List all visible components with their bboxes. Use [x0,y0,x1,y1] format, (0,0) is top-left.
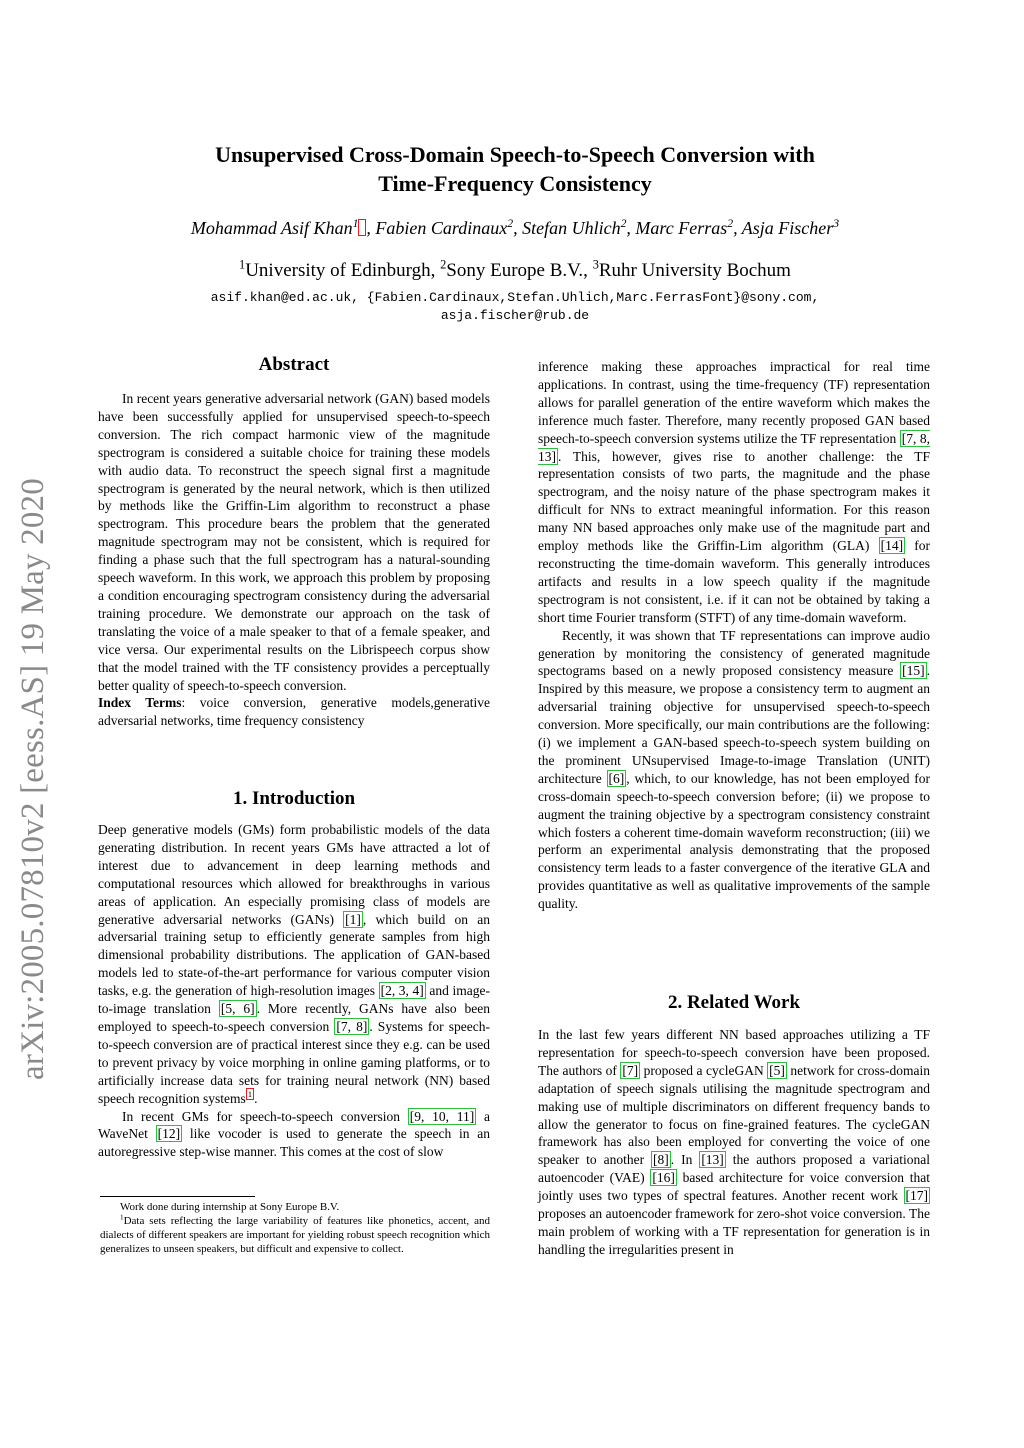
text-run: and image-to-image translation [98,983,490,1017]
citation-link[interactable]: [5, 6] [220,1001,255,1017]
citation-link[interactable]: [7] [622,1062,639,1078]
intro-paragraph-2 [98,1108,490,1162]
index-terms-text: : voice conversion, generative models,generative adversarial networks, time frequency consistency [98,695,490,729]
intro-paragraph-4 [538,627,930,914]
citation-link[interactable]: [7, 8, 13] [538,430,930,464]
intro-paragraph-1 [98,821,490,1108]
citation-link[interactable]: [6] [608,770,625,786]
affiliations [80,257,950,282]
email-line-2: asja.fischer@rub.de [440,308,590,323]
text-run: In the last few years different NN based approaches utilizing a TF representation for speech-to-speech conversion have been proposed. The authors of [538,1027,930,1078]
affil-name: Ruhr University Bochum [598,260,791,281]
text-run: network for cross-domain adaptation of speech signals utilising the magnitude spectrogram and making use of multiple discriminators on different frequency bands to allow the generator to focus on fine-grained features. The cycleGAN framework has also been employed for converting the voice of one speaker to another [538,1062,930,1168]
author-name: Mohammad Asif Khan [190,218,353,238]
affil-mark: 3 [592,257,599,272]
affil-mark: 1 [239,257,246,272]
index-terms [98,694,490,730]
affil-mark: 2 [440,257,447,272]
author-affil-mark: 2 [727,217,734,230]
citation-link[interactable]: [8] [653,1152,669,1168]
related-work-heading: 2. Related Work [667,992,801,1013]
author-name: , Asja Fischer [733,218,834,238]
citation-link[interactable]: [16] [652,1170,675,1186]
index-terms-label: Index Terms [98,695,182,711]
author-name: , Marc Ferras [626,218,728,238]
text-run: Deep generative models (GMs) form probabilistic models of the data generating distribution. In recent years GMs have attracted a lot of interest due to advancement in deep learning methods and computational resources which allowed for breakthroughs in various areas of application. An especially promising class of models are generative adversarial networks (GANs) [98,822,490,927]
text-run: In recent GMs for speech-to-speech conversion [122,1108,408,1124]
affil-name: University of Edinburgh, [245,260,441,281]
title-line-2: Time-Frequency Consistency [378,171,652,196]
author-name: , Fabien Cardinaux [366,218,508,238]
author-affil-mark: 2 [507,217,514,230]
footnote-mark: 1 [120,1213,124,1222]
citation-link[interactable]: [1] [345,911,361,927]
email-line-1: asif.khan@ed.ac.uk, {Fabien.Cardinaux,Stefan.Uhlich,Marc.FerrasFont}@sony.com, [210,290,820,305]
citation-link[interactable]: [9, 10, 11] [409,1108,475,1124]
citation-link[interactable]: [5] [769,1062,785,1078]
text-run: Recently, it was shown that TF representations can improve audio generation by monitoring the consistency of generated magnitude spectograms based on a newly proposed consistency measure [538,627,930,679]
citation-link[interactable]: [2, 3, 4] [380,983,424,999]
title-line-1: Unsupervised Cross-Domain Speech-to-Speech Conversion with [215,142,815,167]
text-run: . Inspired by this measure, we propose a consistency term to augment an adversarial training objective for unsupervised speech-to-speech conversion. More specifically, our main contributions are the following: (i) we implement a GAN-based speech-to-speech system building on the prominent UNsupervised Image-to-image Translation (UNIT) architecture [538,663,930,786]
text-run: , which build on an adversarial training setup to efficiently generate samples from high dimensional probability distributions. The application of GAN-based models led to state-of-the-art performance for various computer vision tasks, e.g. the generation of high-resolution images [98,911,490,999]
text-run: . More recently, GANs have also been employed to speech-to-speech conversion [98,1001,490,1034]
text-run: , which, to our knowledge, has not been employed for cross-domain speech-to-speech conversion before; (ii) we propose to augment the training objective by a spectrogram consistency constraint which fosters a coherent time-domain waveform reconstruction; (iii) we perform an experimental analysis demonstrating that the proposed consistency term leads to a faster convergence of the iterative GLA and provides quantitative as well as qualitative improvements of the sample quality. [538,770,931,912]
citation-link[interactable]: [15] [902,663,925,679]
footnotes [100,1200,490,1256]
author-list [80,218,950,239]
citation-link[interactable]: [14] [880,538,904,554]
paper-title [100,140,930,198]
right-column-top [538,358,930,913]
related-work-body [538,1026,930,1259]
text-run: like vocoder is used to generate the speech in an autoregressive step-wise manner. This comes at the cost of slow [98,1126,490,1160]
citation-link[interactable]: [17] [905,1188,928,1204]
author-affil-mark: 2 [620,217,627,230]
text-run: based architecture for voice conversion that jointly uses two types of spectral features. Another recent work [538,1170,930,1204]
footnote-text: Data sets reflecting the large variability of features like phonetics, accent, and dialects of different speakers are important for yielding robust speech recognition which generalizes to unseen speakers, but difficult and expensive to collect. [100,1215,490,1255]
abstract-text: In recent years generative adversarial network (GAN) based models have been successfully applied for unsupervised speech-to-speech conversion. The rich compact harmonic view of the magnitude spectrogram is considered a suitable choice for training these models with audio data. To reconstruct the speech signal first a magnitude spectrogram is generated by the neural network, which is then utilized by methods like the Griffin-Lim algorithm to reconstruct a phase spectrogram. This procedure bears the problem that the generated magnitude spectrogram may not be consistent, which is required for finding a phase such that the full spectrogram has a natural-sounding speech waveform. In this work, we approach this problem by proposing a condition encouraging spectrogram consistency during the adversarial training procedure. We demonstrate our approach on the task of translating the voice of a male speaker to that of a female speaker, and vice versa. Our experimental results on the Librispeech corpus show that the model trained with the TF consistency provides a perceptually better quality of speech-to-speech conversion. [98,391,490,693]
text-run: a WaveNet [98,1108,490,1142]
abstract-heading: Abstract [258,354,330,375]
citation-link[interactable]: [13] [701,1152,724,1168]
text-run: for reconstructing the time-domain waveform. This generally introduces artifacts and results in a low speech quality if the magnitude spectrogram is not consistent, i.e. if it can not be obtained by taking a short time Fourier transform (STFT) of any time-domain waveform. [538,538,930,625]
citation-link[interactable]: [12] [157,1126,181,1142]
text-run: . This, however, gives rise to another challenge: the TF representation consists of two parts, the magnitude and the phase spectrogram, and the noisy nature of the phase spectrogram makes it difficult for NNs to extract meaningful information. For this reason many NN based approaches only make use of the magnitude part and employ methods like the Griffin-Lim algorithm (GLA) [538,448,930,554]
intro-paragraph-3 [538,358,930,627]
author-name: , Stefan Uhlich [513,218,621,238]
text-run: the authors proposed a variational autoencoder (VAE) [538,1152,930,1186]
text-run: inference making these approaches impractical for real time applications. In contrast, using the time-frequency (TF) representation allows for parallel generation of the entire waveform which makes the inference much faster. Therefore, many recently proposed GAN based speech-to-speech conversion systems utilize the TF representation [538,359,930,446]
footnote-0: Work done during internship at Sony Europe B.V. [120,1201,340,1213]
author-affil-mark: 3 [833,217,840,230]
author-affil-mark: 1 [352,217,359,230]
related-paragraph-1 [538,1026,930,1259]
citation-link[interactable]: [7, 8] [336,1018,368,1034]
introduction-body [98,821,490,1161]
text-run: proposes an autoencoder framework for zero-shot voice conversion. The main problem of working with a TF representation for generation is in handling the irregularities present in [538,1206,930,1257]
text-run: proposed a cycleGAN [640,1062,768,1078]
text-run: . [254,1090,258,1106]
footnote-divider [100,1196,255,1197]
arxiv-identifier: arXiv:2005.07810v2 [eess.AS] 19 May 2020 [15,478,51,1080]
text-run: . In [670,1152,700,1168]
footnote-1 [100,1214,490,1256]
introduction-heading: 1. Introduction [232,788,356,809]
left-column-top [98,390,490,730]
text-run: . Systems for speech-to-speech conversion are of practical interest since they e.g. can be used to prevent privacy by voice morphing in online gaming platforms, or to artificially increase data sets for training neural network (NN) based speech recognition systems [98,1018,490,1106]
footnote-link[interactable]: 1 [247,1089,253,1100]
affil-name: Sony Europe B.V., [446,260,593,281]
email-block [80,289,950,325]
